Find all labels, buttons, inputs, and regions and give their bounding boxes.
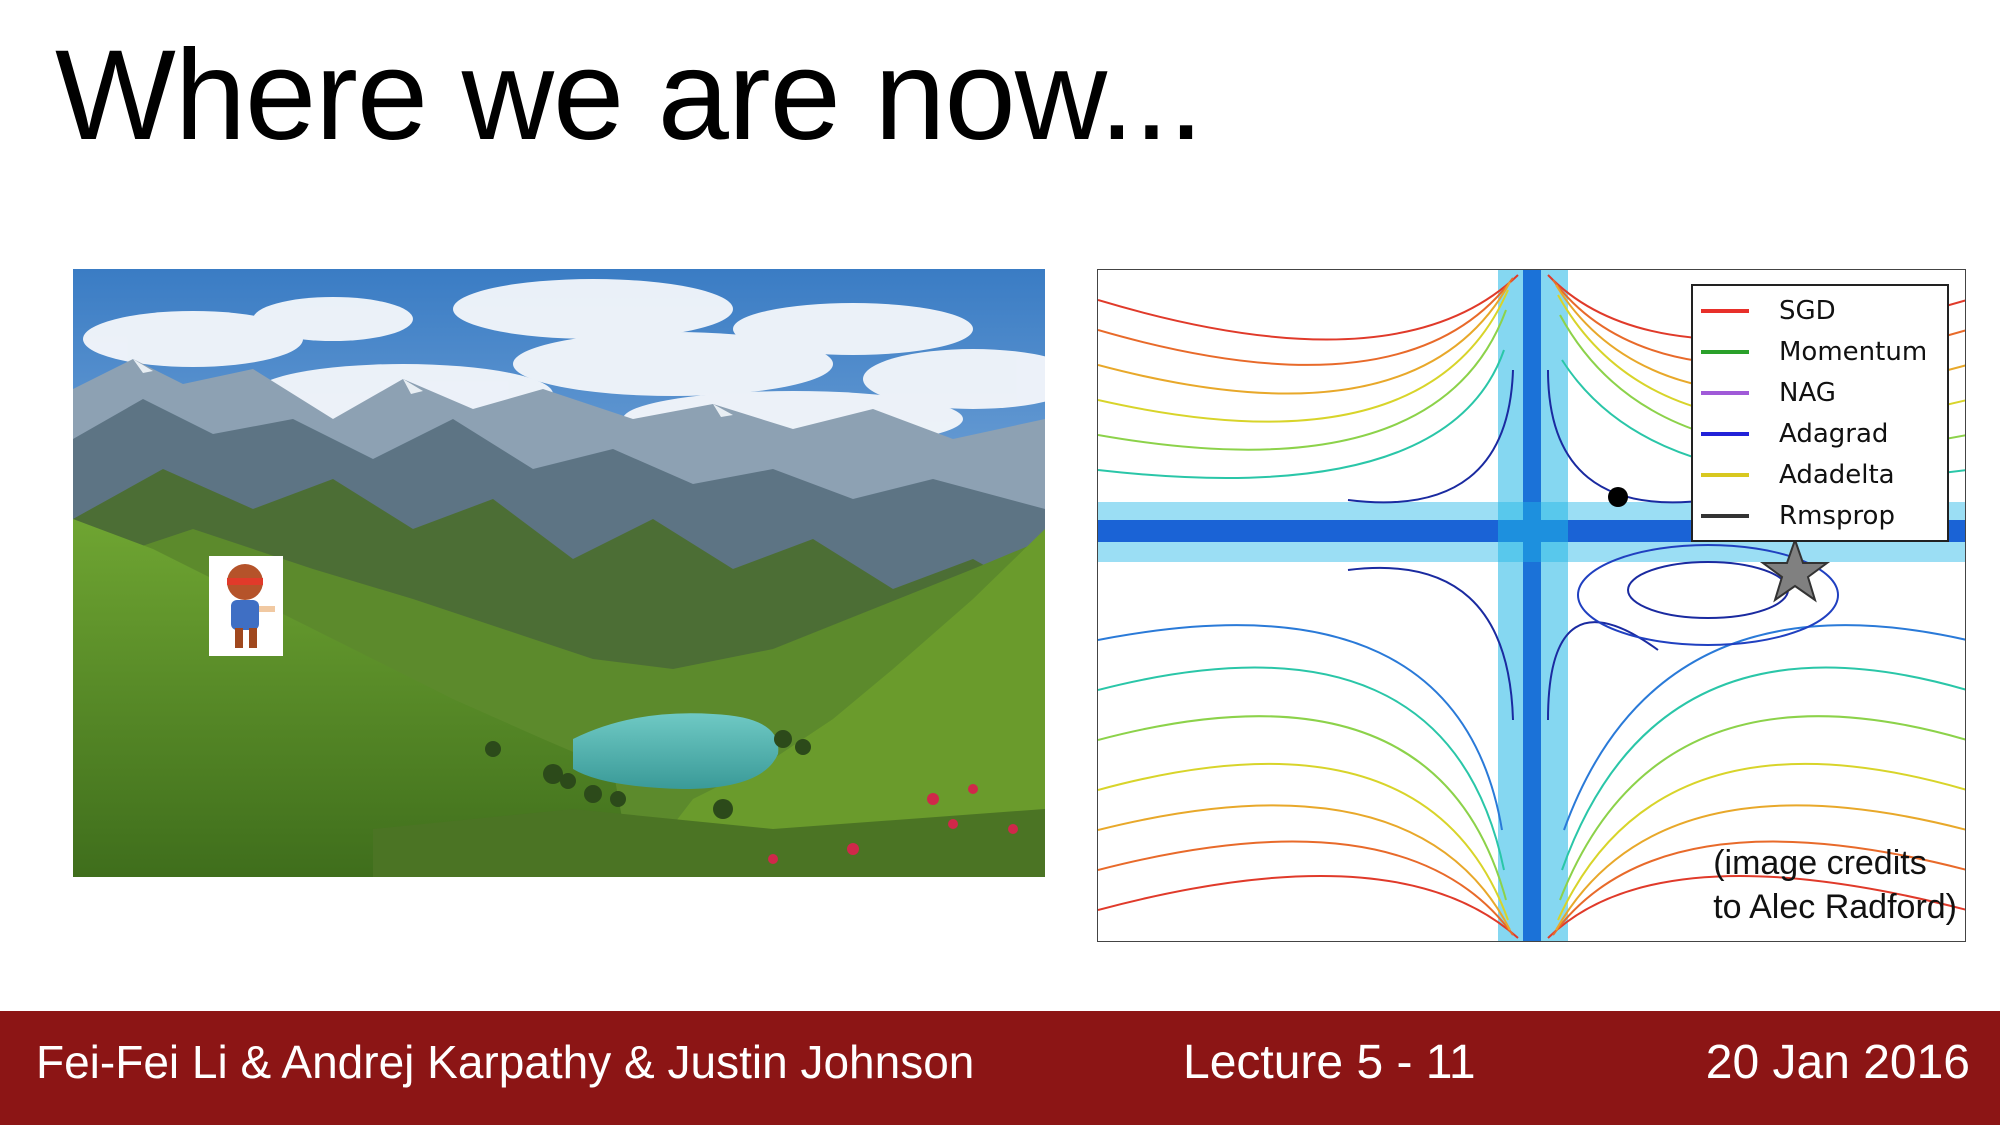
legend-item-sgd: SGD <box>1701 290 1939 331</box>
plot-legend <box>1691 284 1949 542</box>
footer-lecture: Lecture 5 - 11 <box>1183 1036 1476 1089</box>
landscape-photo <box>73 269 1045 877</box>
legend-swatch <box>1701 350 1749 354</box>
legend-item-adagrad: Adagrad <box>1701 413 1939 454</box>
legend-swatch <box>1701 432 1749 436</box>
optimizer-contour-plot <box>1097 269 1966 942</box>
legend-swatch <box>1701 391 1749 395</box>
legend-item-adadelta: Adadelta <box>1701 454 1939 495</box>
legend-swatch <box>1701 473 1749 477</box>
legend-swatch <box>1701 514 1749 518</box>
slide-footer <box>0 1011 2000 1125</box>
image-credits: (image credits to Alec Radford) <box>1713 844 1957 926</box>
legend-item-nag: NAG <box>1701 372 1939 413</box>
slide-title: Where we are now... <box>55 24 1203 167</box>
legend-item-rmsprop: Rmsprop <box>1701 495 1939 536</box>
hiker-character-icon <box>209 556 283 656</box>
legend-item-momentum: Momentum <box>1701 331 1939 372</box>
footer-date: 20 Jan 2016 <box>1705 1036 1970 1089</box>
legend-swatch <box>1701 309 1749 313</box>
footer-authors: Fei-Fei Li & Andrej Karpathy & Justin Johnson <box>36 1036 975 1088</box>
